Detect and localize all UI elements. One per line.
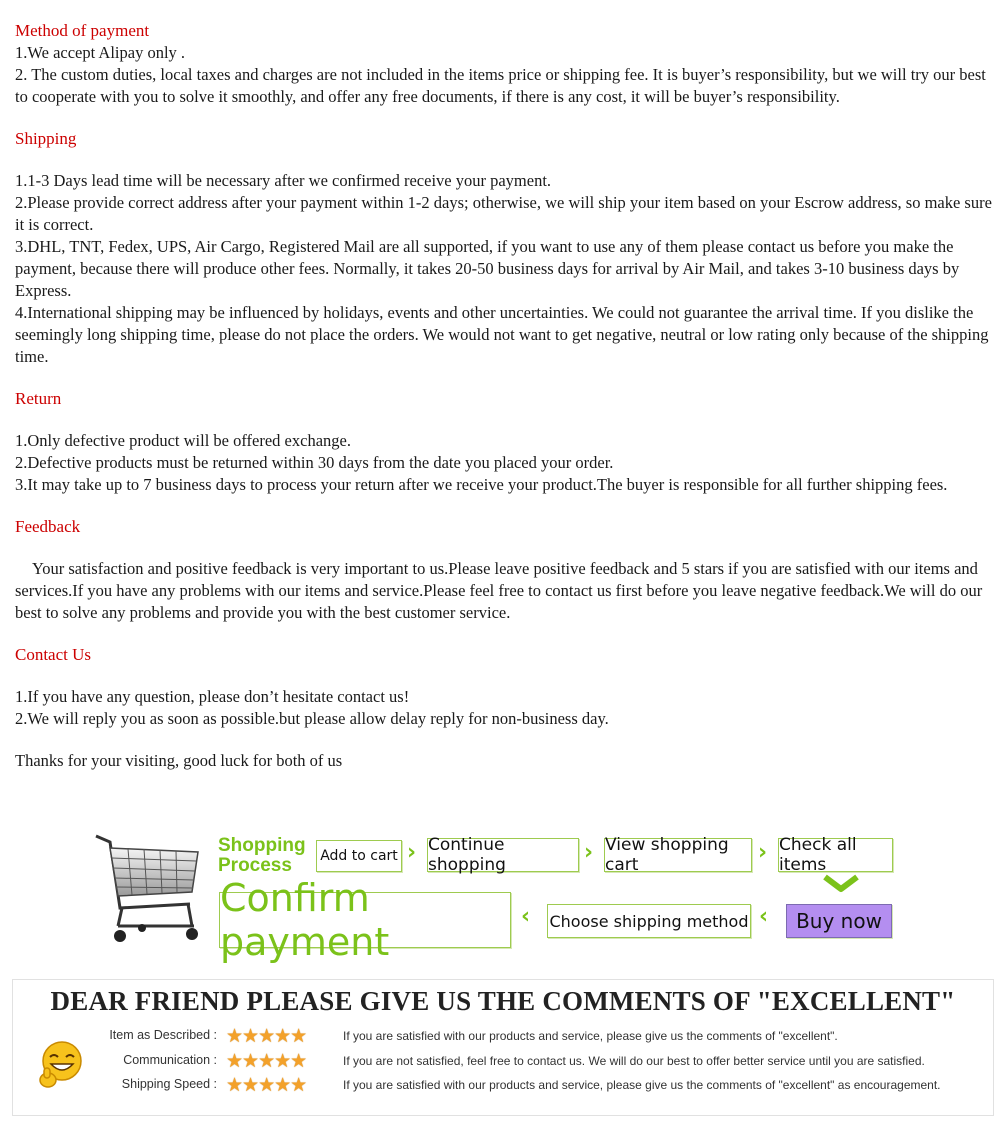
return-line: 2.Defective products must be returned within 30 days from the date you placed your order.: [15, 453, 614, 472]
thanks-text: Thanks for your visiting, good luck for both of us: [15, 751, 343, 770]
policy-section: [15, 20, 997, 772]
return-line: 1.Only defective product will be offered exchange.: [15, 431, 351, 450]
shipping-line: 3.DHL, TNT, Fedex, UPS, Air Cargo, Registered Mail are all supported, if you want to use any of them please contact us before you make the payment, because there will produce other fees. Normally, it takes 20-50 business days for arrival by Air Mail, and takes 3-10 business days by Express.: [15, 237, 960, 300]
choose-shipping-step: Choose shipping method: [547, 904, 751, 938]
rating-row-item-described: Item as Described : ★★★★★ If you are satisfied with our products and service, please give us the comments of "excellent".: [109, 1026, 838, 1047]
payment-heading: Method of payment: [15, 21, 150, 40]
contact-heading: Contact Us: [15, 645, 92, 664]
shopping-cart-icon: [92, 830, 204, 950]
contact-line: 2.We will reply you as soon as possible.but please allow delay reply for non-business day.: [15, 709, 609, 728]
process-title: Shopping Process: [218, 835, 306, 876]
rating-row-shipping-speed: Shipping Speed : ★★★★★ If you are satisfied with our products and service, please give us the comments of "excellent" as encouragement.: [121, 1075, 941, 1096]
arrow-right-icon: ›: [584, 840, 594, 865]
shipping-heading: Shipping: [15, 129, 77, 148]
banner-title: DEAR FRIEND PLEASE GIVE US THE COMMENTS OF "EXCELLENT": [50, 986, 956, 1016]
add-to-cart-step: Add to cart: [316, 840, 402, 872]
return-heading: Return: [15, 389, 62, 408]
buy-now-step: Buy now: [786, 904, 892, 938]
arrow-left-icon: ‹: [759, 904, 769, 929]
payment-line: 2. The custom duties, local taxes and charges are not included in the items price or shipping fee. It is buyer’s responsibility, but we will try our best to cooperate with you to solve it smoothly, and offer any free documents, if there is any cost, it will be buyer’s responsibility.: [15, 65, 986, 106]
contact-line: 1.If you have any question, please don’t hesitate contact us!: [15, 687, 410, 706]
shipping-line: 2.Please provide correct address after your payment within 1-2 days; otherwise, we will ship your item based on your Escrow address, so make sure it is correct.: [15, 193, 992, 234]
shipping-line: 1.1-3 Days lead time will be necessary after we confirmed receive your payment.: [15, 171, 552, 190]
five-stars-icon: ★★★★★: [226, 1075, 307, 1096]
arrow-right-icon: ›: [407, 840, 417, 865]
payment-line: 1.We accept Alipay only .: [15, 43, 186, 62]
feedback-heading: Feedback: [15, 517, 81, 536]
chevron-down-icon: [822, 874, 860, 894]
continue-shopping-step: Continue shopping: [427, 838, 579, 872]
return-line: 3.It may take up to 7 business days to process your return after we receive your product.The buyer is responsible for all further shipping fees.: [15, 475, 948, 494]
view-cart-step: View shopping cart: [604, 838, 752, 872]
confirm-payment-step: Confirm payment: [219, 892, 511, 948]
rating-row-communication: Communication : ★★★★★ If you are not satisfied, feel free to contact us. We will do our best to offer better service until you are satisfied.: [123, 1051, 925, 1072]
feedback-banner: [12, 979, 994, 1116]
arrow-left-icon: ‹: [521, 904, 531, 929]
five-stars-icon: ★★★★★: [226, 1051, 307, 1072]
shipping-line: 4.International shipping may be influenced by holidays, events and other uncertainties. We could not guarantee the arrival time. If you dislike the seemingly long shipping time, please do not place the orders. We would not want to get negative, neutral or low rating only because of the shipping time.: [15, 303, 989, 366]
shopping-process: [0, 828, 1000, 964]
feedback-text: Your satisfaction and positive feedback is very important to us.Please leave positive feedback and 5 stars if you are satisfied with our items and services.If you have any problems with our items and service.Please feel free to contact us first before you leave negative feedback.We will do our best to solve any problems and provide you with the best customer service.: [15, 559, 983, 622]
five-stars-icon: ★★★★★: [226, 1026, 307, 1047]
arrow-right-icon: ›: [758, 840, 768, 865]
check-items-step: Check all items: [778, 838, 893, 872]
